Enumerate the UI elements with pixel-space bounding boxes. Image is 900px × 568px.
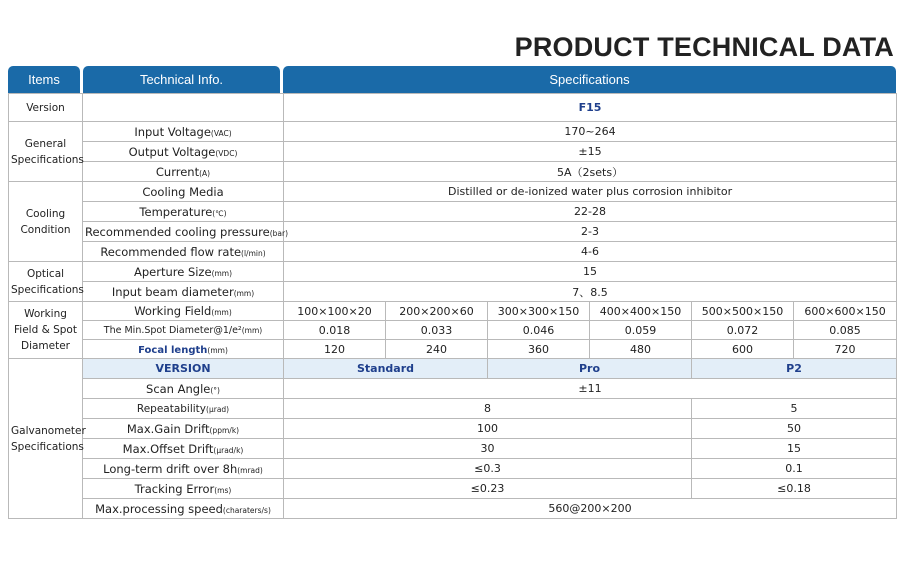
spec-cell: 0.072 xyxy=(692,321,794,340)
spec-value: 0.1 xyxy=(692,459,897,479)
table-row xyxy=(9,340,897,359)
spec-cell: 720 xyxy=(794,340,897,359)
spec-cell: 0.059 xyxy=(590,321,692,340)
spec-value: 170~264 xyxy=(284,122,897,142)
spec-value: 5A（2sets） xyxy=(284,162,897,182)
item-galvanometer: Galvanometer Specifications xyxy=(9,359,83,519)
tech-label: Max.Offset Drift(μrad/k) xyxy=(83,439,284,459)
version-value: F15 xyxy=(284,94,897,122)
tech-label: Recommended flow rate(l/min) xyxy=(83,242,284,262)
tech-label: Long-term drift over 8h(mrad) xyxy=(83,459,284,479)
spec-cell: 0.018 xyxy=(284,321,386,340)
spec-cell: 200×200×60 xyxy=(386,302,488,321)
spec-value: 50 xyxy=(692,419,897,439)
tech-label: Temperature(℃) xyxy=(83,202,284,222)
table-row xyxy=(9,182,897,202)
table-row xyxy=(9,282,897,302)
header-technical-info: Technical Info. xyxy=(83,66,280,93)
spec-value: ≤0.23 xyxy=(284,479,692,499)
spec-cell: 100×100×20 xyxy=(284,302,386,321)
spec-value: 15 xyxy=(692,439,897,459)
header-specifications: Specifications xyxy=(283,66,896,93)
table-row xyxy=(9,399,897,419)
spec-cell: 480 xyxy=(590,340,692,359)
spec-value: 4-6 xyxy=(284,242,897,262)
table-row xyxy=(9,202,897,222)
tech-label: Current(A) xyxy=(83,162,284,182)
table-row xyxy=(9,94,897,122)
spec-cell: 500×500×150 xyxy=(692,302,794,321)
tech-empty xyxy=(83,94,284,122)
item-working-field: Working Field & Spot Diameter xyxy=(9,302,83,359)
spec-cell: 0.085 xyxy=(794,321,897,340)
version-p2: P2 xyxy=(692,359,897,379)
tech-label: Input Voltage(VAC) xyxy=(83,122,284,142)
spec-value: 15 xyxy=(284,262,897,282)
tech-label: Max.Gain Drift(ppm/k) xyxy=(83,419,284,439)
spec-value: ±11 xyxy=(284,379,897,399)
spec-value: 100 xyxy=(284,419,692,439)
tech-label: Aperture Size(mm) xyxy=(83,262,284,282)
table-row xyxy=(9,359,897,379)
table-row xyxy=(9,419,897,439)
table-row xyxy=(9,222,897,242)
table-row xyxy=(9,479,897,499)
tech-label: Output Voltage(VDC) xyxy=(83,142,284,162)
item-version: Version xyxy=(9,94,83,122)
tech-label: Working Field(mm) xyxy=(83,302,284,321)
table-row xyxy=(9,499,897,519)
version-label: VERSION xyxy=(83,359,284,379)
spec-cell: 360 xyxy=(488,340,590,359)
spec-value: Distilled or de-ionized water plus corrosion inhibitor xyxy=(284,182,897,202)
spec-value: 5 xyxy=(692,399,897,419)
tech-label: Repeatability(μrad) xyxy=(83,399,284,419)
table-row xyxy=(9,122,897,142)
spec-cell: 0.033 xyxy=(386,321,488,340)
spec-value: 7、8.5 xyxy=(284,282,897,302)
spec-value: 30 xyxy=(284,439,692,459)
table-row xyxy=(9,242,897,262)
spec-value: ±15 xyxy=(284,142,897,162)
table-row xyxy=(9,439,897,459)
tech-label: Cooling Media xyxy=(83,182,284,202)
table-row xyxy=(9,379,897,399)
tech-label: Recommended cooling pressure(bar) xyxy=(83,222,284,242)
spec-value: 560@200×200 xyxy=(284,499,897,519)
spec-cell: 600 xyxy=(692,340,794,359)
version-standard: Standard xyxy=(284,359,488,379)
page-title: PRODUCT TECHNICAL DATA xyxy=(514,32,894,62)
table-row xyxy=(9,321,897,340)
spec-value: 22-28 xyxy=(284,202,897,222)
table-row xyxy=(9,142,897,162)
version-pro: Pro xyxy=(488,359,692,379)
item-optical: Optical Specifications xyxy=(9,262,83,302)
header-items: Items xyxy=(8,66,80,93)
tech-label: Max.processing speed(charaters/s) xyxy=(83,499,284,519)
tech-label: Input beam diameter(mm) xyxy=(83,282,284,302)
spec-value: ≤0.3 xyxy=(284,459,692,479)
item-cooling: Cooling Condition xyxy=(9,182,83,262)
spec-cell: 300×300×150 xyxy=(488,302,590,321)
spec-value: 2-3 xyxy=(284,222,897,242)
tech-label: The Min.Spot Diameter@1/e²(mm) xyxy=(83,321,284,340)
spec-table xyxy=(8,93,897,519)
spec-cell: 600×600×150 xyxy=(794,302,897,321)
spec-cell: 120 xyxy=(284,340,386,359)
tech-label: Focal length(mm) xyxy=(83,340,284,359)
tech-label: Scan Angle(°) xyxy=(83,379,284,399)
table-row xyxy=(9,302,897,321)
spec-value: 8 xyxy=(284,399,692,419)
item-general: General Specifications xyxy=(9,122,83,182)
spec-cell: 0.046 xyxy=(488,321,590,340)
table-row xyxy=(9,162,897,182)
spec-cell: 240 xyxy=(386,340,488,359)
table-row xyxy=(9,459,897,479)
tech-label: Tracking Error(ms) xyxy=(83,479,284,499)
spec-value: ≤0.18 xyxy=(692,479,897,499)
table-row xyxy=(9,262,897,282)
spec-cell: 400×400×150 xyxy=(590,302,692,321)
